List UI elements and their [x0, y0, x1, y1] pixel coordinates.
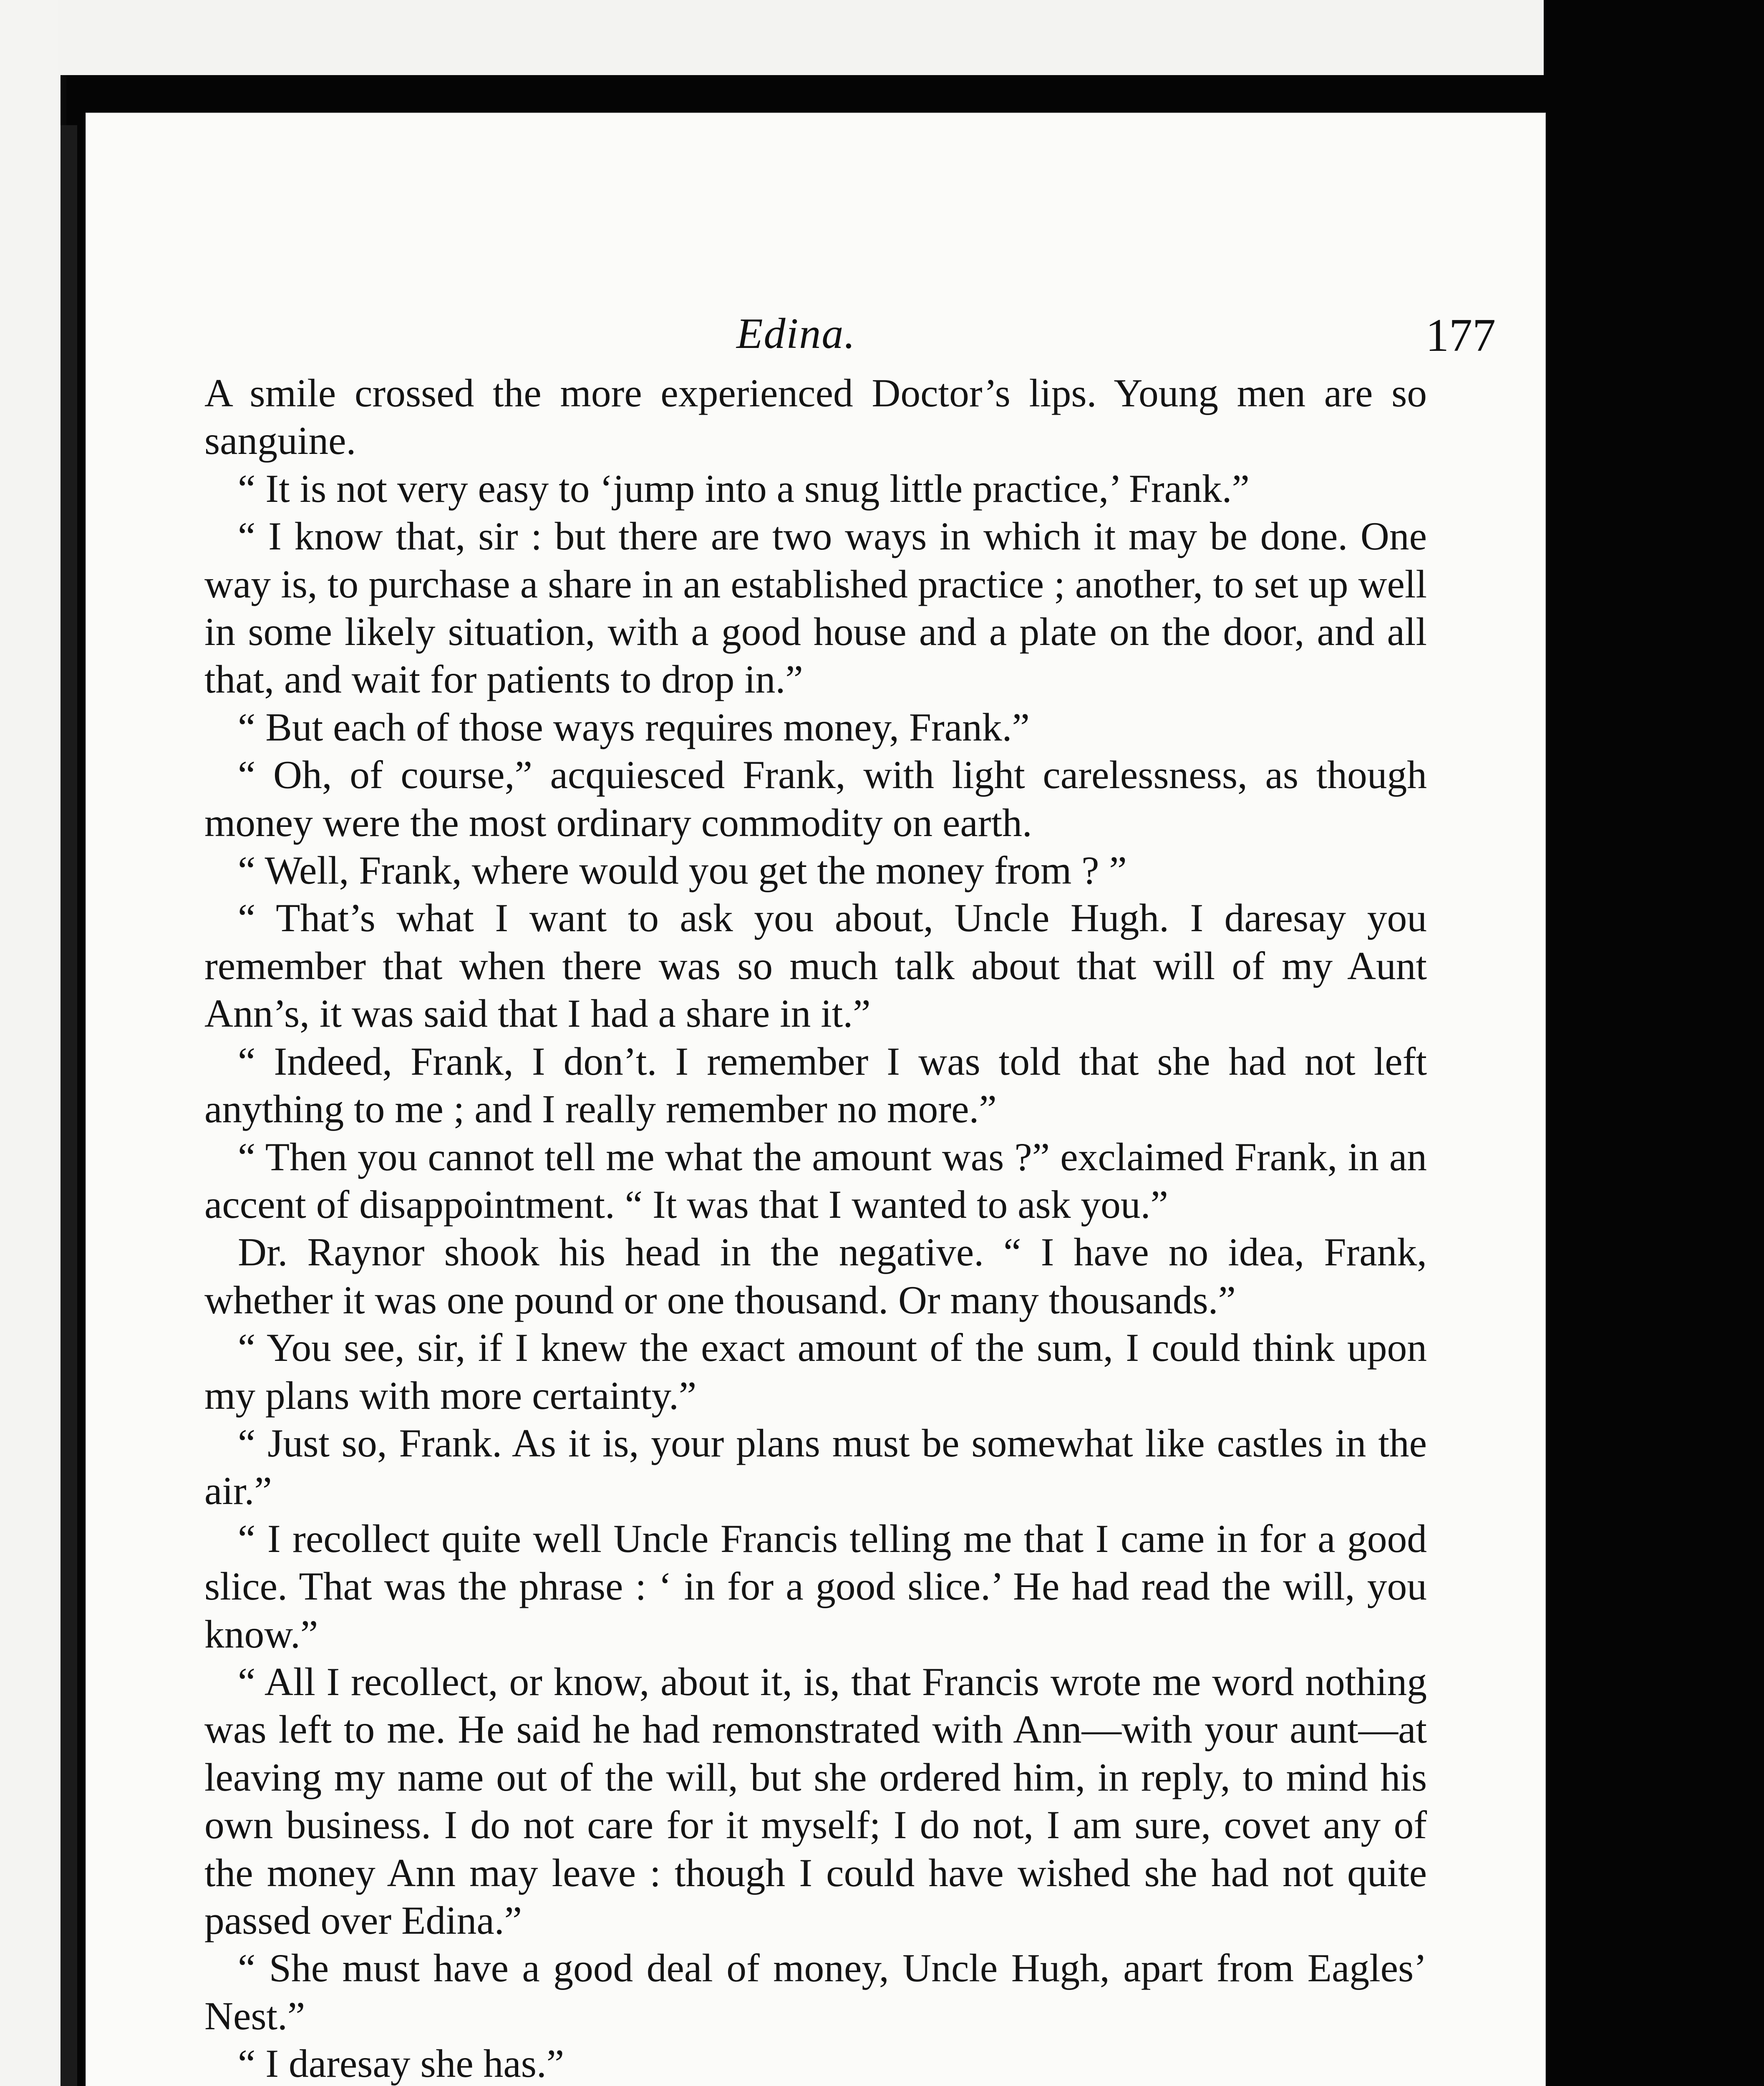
paragraph: “ Indeed, Frank, I don’t. I remember I was told that she had not left anything to me ; and I really remember no more.”	[204, 1039, 1427, 1131]
running-head: Edina.	[736, 310, 856, 358]
paragraph: A smile crossed the more experienced Doctor’s lips. Young men are so sanguine.	[204, 371, 1427, 463]
top-page-edge	[58, 0, 1544, 75]
paragraph: “ But each of those ways requires money, Frank.”	[238, 705, 1030, 749]
binding-gutter	[60, 125, 77, 2086]
adjacent-page-edge	[0, 0, 66, 2086]
page-number: 177	[1426, 310, 1496, 361]
paragraph: “ It is not very easy to ‘jump into a snug little practice,’ Frank.”	[238, 466, 1250, 511]
paragraph: “ I know that, sir : but there are two ways in which it may be done. One way is, to purchase a share in an established practice ; another, to set up well in some likely situation, with a good house and a plate on the door, and all that, and wait for patients to drop in.”	[204, 514, 1427, 702]
paragraph: “ Well, Frank, where would you get the money from ? ”	[238, 848, 1127, 893]
paragraph: “ Then you cannot tell me what the amount was ?” exclaimed Frank, in an accent of disappointment. “ It was that I wanted to ask you.”	[204, 1134, 1427, 1227]
book-page	[86, 113, 1546, 2086]
paragraph: “ You see, sir, if I knew the exact amount of the sum, I could think upon my plans with more certainty.”	[204, 1325, 1427, 1418]
paragraph: “ All I recollect, or know, about it, is, that Francis wrote me word nothing was left to me. He said he had remonstrated with Ann—with your aunt—at leaving my name out of the will, but she ordered him, in reply, to mind his own business. I do not care for it myself; I do not, I am sure, covet any of the money Ann may leave : though I could have wished she had not quite passed over Edina.”	[204, 1659, 1427, 1942]
paragraph: Dr. Raynor shook his head in the negative. “ I have no idea, Frank, whether it was one pound or one thousand. Or many thousands.”	[204, 1230, 1427, 1322]
page-header	[86, 309, 1546, 367]
paragraph: “ She must have a good deal of money, Uncle Hugh, apart from Eagles’ Nest.”	[204, 1946, 1427, 2038]
paragraph: “ That’s what I want to ask you about, Uncle Hugh. I daresay you remember that when there was so much talk about that will of my Aunt Ann’s, it was said that I had a share in it.”	[204, 896, 1427, 1036]
paragraph: “ I daresay she has.”	[238, 2041, 564, 2086]
paragraph: “ Just so, Frank. As it is, your plans must be somewhat like castles in the air.”	[204, 1421, 1427, 1513]
paragraph: “ I recollect quite well Uncle Francis telling me that I came in for a good slice. That was the phrase : ‘ in for a good slice.’ He had read the will, you know.”	[204, 1516, 1427, 1656]
paragraph: “ Oh, of course,” acquiesced Frank, with light carelessness, as though money were the most ordinary commodity on earth.	[204, 753, 1427, 845]
body-text	[204, 369, 1427, 2086]
